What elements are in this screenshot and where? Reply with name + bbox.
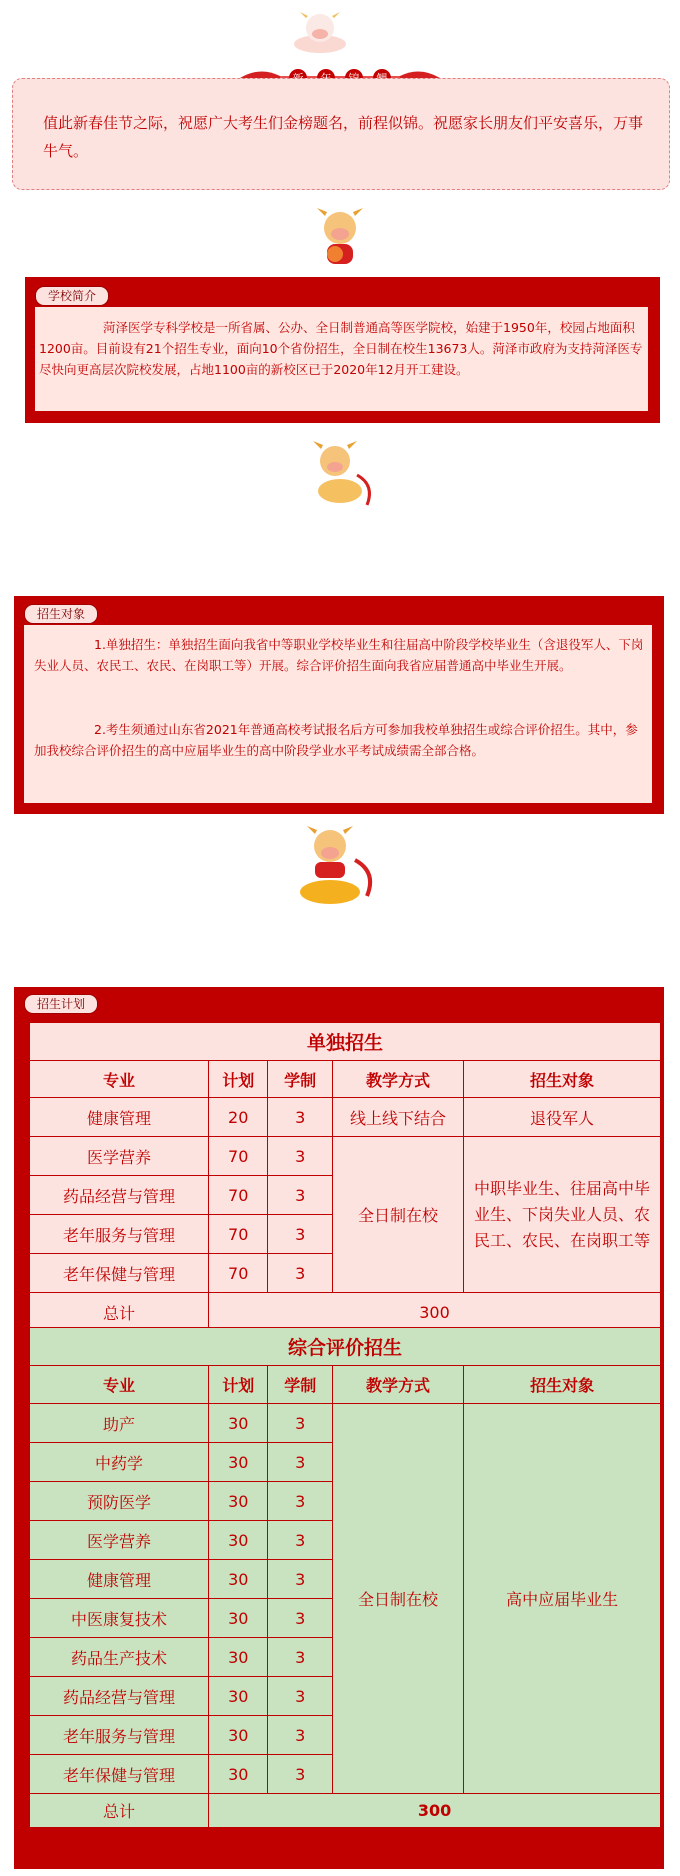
table-row (30, 1137, 661, 1176)
major-cell: 助产 (30, 1404, 209, 1443)
header-plan: 计划 (209, 1061, 268, 1098)
ox-mascot-icon (295, 435, 385, 515)
header-years: 学制 (268, 1061, 333, 1098)
major-cell: 药品经营与管理 (30, 1677, 209, 1716)
total-label: 总计 (30, 1293, 209, 1332)
header-mode: 教学方式 (332, 1061, 463, 1098)
header-mode: 教学方式 (332, 1366, 463, 1404)
years-cell: 3 (268, 1482, 333, 1521)
admission-target-panel (14, 596, 664, 814)
major-cell: 老年服务与管理 (30, 1716, 209, 1755)
total-value: 300 (209, 1293, 661, 1332)
years-cell: 3 (268, 1254, 333, 1293)
school-intro-panel (25, 277, 660, 423)
total-row (30, 1794, 661, 1828)
years-cell: 3 (268, 1755, 333, 1794)
composite-recruit-title: 综合评价招生 (30, 1328, 661, 1366)
years-cell: 3 (268, 1599, 333, 1638)
major-cell: 预防医学 (30, 1482, 209, 1521)
years-cell: 3 (268, 1137, 333, 1176)
greeting-box (12, 78, 670, 190)
plan-cell: 70 (209, 1215, 268, 1254)
years-cell: 3 (268, 1098, 333, 1137)
enrollment-plan-panel (14, 987, 664, 1869)
total-row (30, 1293, 661, 1332)
total-value: 300 (209, 1794, 661, 1828)
table-row (30, 1404, 661, 1443)
admission-target-p1: 1.单独招生：单独招生面向我省中等职业学校毕业生和往届高中阶段学校毕业生（含退役军人、下岗失业人员、农民工、农民、在岗职工等）开展。综合评价招生面向我省应届普通高中毕业生开展。 (34, 637, 644, 673)
major-cell: 健康管理 (30, 1560, 209, 1599)
cow-head-decoration (290, 6, 350, 56)
plan-cell: 30 (209, 1755, 268, 1794)
ox-mascot-icon (285, 820, 385, 910)
target-cell: 退役军人 (464, 1098, 661, 1137)
plan-cell: 30 (209, 1716, 268, 1755)
admission-target-tag: 招生对象 (24, 604, 98, 624)
plan-cell: 30 (209, 1482, 268, 1521)
single-recruit-table (29, 1022, 661, 1332)
table-row (30, 1098, 661, 1137)
total-label: 总计 (30, 1794, 209, 1828)
plan-cell: 70 (209, 1176, 268, 1215)
years-cell: 3 (268, 1677, 333, 1716)
major-cell: 老年服务与管理 (30, 1215, 209, 1254)
header-target: 招生对象 (464, 1366, 661, 1404)
plan-cell: 30 (209, 1638, 268, 1677)
header-target: 招生对象 (464, 1061, 661, 1098)
composite-recruit-table (29, 1327, 661, 1828)
major-cell: 药品生产技术 (30, 1638, 209, 1677)
major-cell: 药品经营与管理 (30, 1176, 209, 1215)
major-cell: 医学营养 (30, 1521, 209, 1560)
target-cell: 中职毕业生、往届高中毕业生、下岗失业人员、农民工、农民、在岗职工等 (464, 1137, 661, 1293)
school-intro-text: 菏泽医学专科学校是一所省属、公办、全日制普通高等医学院校，始建于1950年，校园占地面积1200亩。目前设有21个招生专业，面向10个省份招生，全日制在校生13673人。菏泽市政府为支持菏泽医专尽快向更高层次院校发展，占地1100亩的新校区已于2020年12月开工建设。 (39, 320, 643, 377)
plan-cell: 30 (209, 1599, 268, 1638)
major-cell: 老年保健与管理 (30, 1755, 209, 1794)
target-cell: 高中应届毕业生 (464, 1404, 661, 1794)
header-major: 专业 (30, 1061, 209, 1098)
years-cell: 3 (268, 1176, 333, 1215)
ox-mascot-icon (305, 200, 375, 270)
plan-cell: 30 (209, 1443, 268, 1482)
header-years: 学制 (268, 1366, 333, 1404)
major-cell: 中药学 (30, 1443, 209, 1482)
admission-target-p2: 2.考生须通过山东省2021年普通高校考试报名后方可参加我校单独招生或综合评价招生。其中，参加我校综合评价招生的高中应届毕业生的高中阶段学业水平考试成绩需全部合格。 (34, 722, 638, 758)
years-cell: 3 (268, 1404, 333, 1443)
plan-cell: 70 (209, 1254, 268, 1293)
major-cell: 中医康复技术 (30, 1599, 209, 1638)
single-recruit-title: 单独招生 (30, 1023, 661, 1061)
mode-cell: 全日制在校 (332, 1137, 463, 1293)
mode-cell: 全日制在校 (332, 1404, 463, 1794)
plan-cell: 30 (209, 1521, 268, 1560)
enrollment-plan-tag: 招生计划 (24, 994, 98, 1014)
plan-cell: 30 (209, 1404, 268, 1443)
greeting-text: 值此新春佳节之际，祝愿广大考生们金榜题名，前程似锦。祝愿家长朋友们平安喜乐，万事牛气。 (43, 114, 644, 160)
header-plan: 计划 (209, 1366, 268, 1404)
plan-cell: 30 (209, 1560, 268, 1599)
major-cell: 老年保健与管理 (30, 1254, 209, 1293)
major-cell: 健康管理 (30, 1098, 209, 1137)
years-cell: 3 (268, 1215, 333, 1254)
major-cell: 医学营养 (30, 1137, 209, 1176)
years-cell: 3 (268, 1521, 333, 1560)
plan-cell: 70 (209, 1137, 268, 1176)
years-cell: 3 (268, 1716, 333, 1755)
years-cell: 3 (268, 1638, 333, 1677)
header-major: 专业 (30, 1366, 209, 1404)
plan-cell: 20 (209, 1098, 268, 1137)
mode-cell: 线上线下结合 (332, 1098, 463, 1137)
plan-cell: 30 (209, 1677, 268, 1716)
years-cell: 3 (268, 1560, 333, 1599)
years-cell: 3 (268, 1443, 333, 1482)
school-intro-tag: 学校简介 (35, 286, 109, 306)
